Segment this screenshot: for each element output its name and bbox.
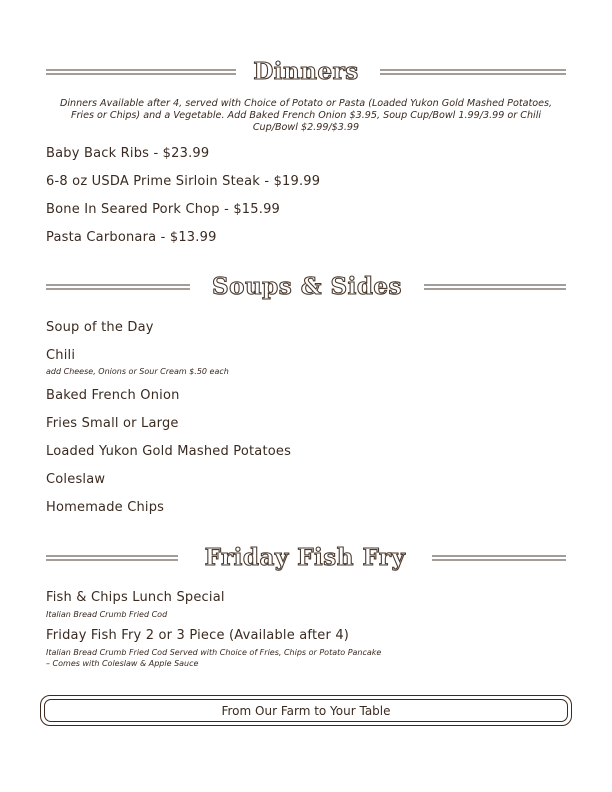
side-item-note: add Cheese, Onions or Sour Cream $.50 each (46, 367, 229, 376)
footer-text: From Our Farm to Your Table (221, 703, 391, 718)
footer-banner (40, 695, 572, 726)
dinner-item: 6-8 oz USDA Prime Sirloin Steak - $19.99 (46, 174, 321, 189)
dinner-item: Bone In Seared Pork Chop - $15.99 (46, 202, 281, 217)
right-rule (432, 556, 566, 561)
side-item: Coleslaw (46, 472, 106, 487)
fish-item-note: Italian Bread Crumb Fried Cod Served with Choice of Fries, Chips or Potato Pancake (46, 648, 382, 657)
side-item: Homemade Chips (46, 500, 165, 515)
fish-item-note: – Comes with Coleslaw & Apple Sauce (46, 659, 199, 668)
right-rule (380, 70, 566, 75)
left-rule (46, 285, 190, 290)
fish-fry-title: Friday Fish Fry (204, 544, 406, 571)
side-item: Soup of the Day (46, 320, 154, 335)
dinners-title: Dinners (253, 58, 359, 85)
fish-item: Fish & Chips Lunch Special (46, 590, 225, 605)
fish-item: Friday Fish Fry 2 or 3 Piece (Available after 4) (46, 628, 350, 643)
side-item: Chili (46, 348, 76, 363)
side-item: Baked French Onion (46, 388, 180, 403)
dinner-item: Pasta Carbonara - $13.99 (46, 230, 217, 245)
dinners-heading (46, 57, 566, 87)
side-item: Fries Small or Large (46, 416, 179, 431)
fish-item-note: Italian Bread Crumb Fried Cod (46, 610, 168, 619)
dinner-item: Baby Back Ribs - $23.99 (46, 146, 210, 161)
soups-sides-title: Soups & Sides (212, 273, 402, 300)
side-item: Loaded Yukon Gold Mashed Potatoes (46, 444, 292, 459)
fish-fry-heading (46, 543, 566, 573)
soups-sides-heading (46, 272, 566, 302)
dinners-intro: Dinners Available after 4, served with Choice of Potato or Pasta (Loaded Yukon Gold Mashed Potatoes, Fries or Chips) and a Vegetable. Add Baked French Onion $3.95, Soup Cup/Bowl 1.99/3.99 or Chili Cup/Bowl $2.99/$3.99 (59, 98, 553, 133)
left-rule (46, 70, 236, 75)
left-rule (46, 556, 178, 561)
right-rule (424, 285, 566, 290)
